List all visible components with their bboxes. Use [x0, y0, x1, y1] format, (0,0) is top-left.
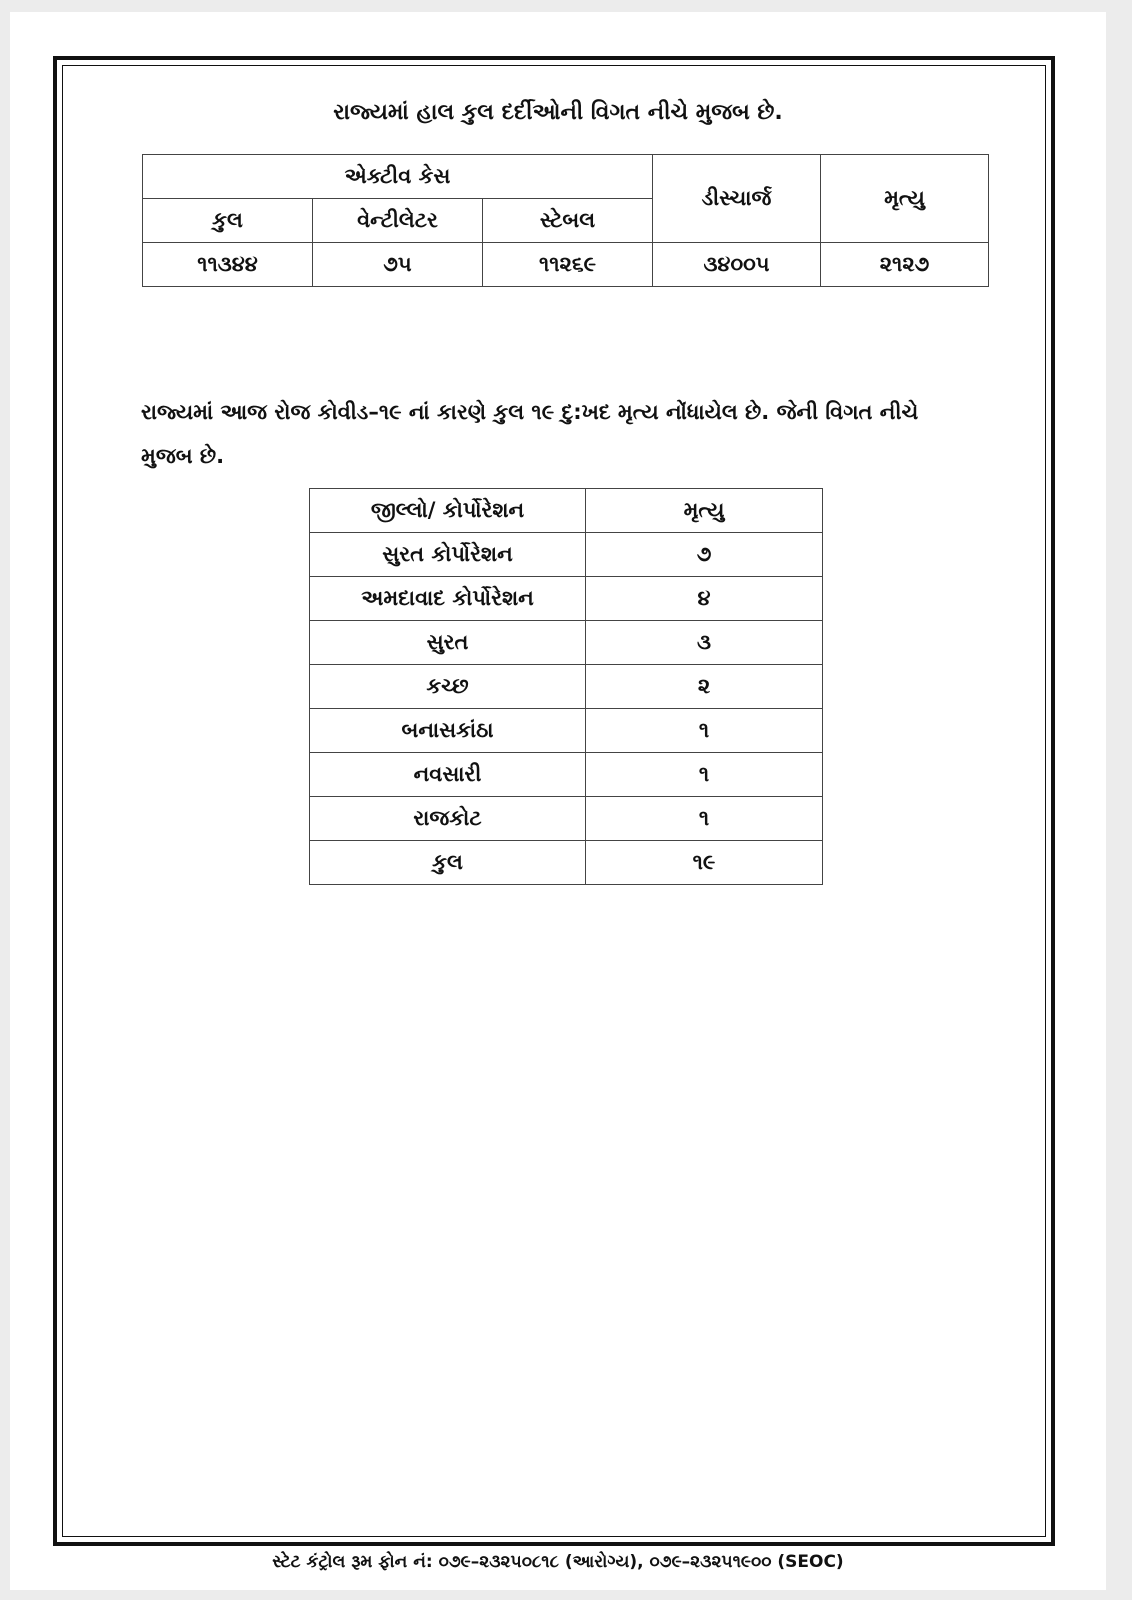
summary-heading: રાજ્યમાં હાલ કુલ દર્દીઓની વિગત નીચે મુજબ છે. [333, 100, 783, 125]
district-name: સુરત [310, 621, 586, 665]
death-header: મૃત્યુ [820, 155, 988, 243]
total-header: કુલ [143, 199, 313, 243]
table-row [143, 243, 989, 287]
active-cases-header: એક્ટીવ કેસ [143, 155, 653, 199]
discharge-value: ૩૪૦૦૫ [653, 243, 821, 287]
table-row [310, 665, 823, 709]
total-label: કુલ [310, 841, 586, 885]
total-value: ૧૧૩૪૪ [143, 243, 313, 287]
ventilator-header: વેન્ટીલેટર [313, 199, 483, 243]
district-deaths: ૩ [586, 621, 823, 665]
table-row [310, 533, 823, 577]
district-deaths-table [309, 488, 823, 885]
table-row [310, 797, 823, 841]
district-name: કચ્છ [310, 665, 586, 709]
district-deaths: ૨ [586, 665, 823, 709]
total-deaths: ૧૯ [586, 841, 823, 885]
discharge-header: ડીસ્ચાર્જ [653, 155, 821, 243]
table-row [310, 753, 823, 797]
table-row [310, 709, 823, 753]
stable-header: સ્ટેબલ [483, 199, 653, 243]
district-deaths: ૭ [586, 533, 823, 577]
ventilator-value: ૭૫ [313, 243, 483, 287]
district-name: સુરત કોર્પોરેશન [310, 533, 586, 577]
table-row [143, 155, 989, 199]
table-total-row [310, 841, 823, 885]
district-deaths: ૧ [586, 797, 823, 841]
stable-value: ૧૧૨૬૯ [483, 243, 653, 287]
district-name: રાજકોટ [310, 797, 586, 841]
death-value: ૨૧૨૭ [820, 243, 988, 287]
district-name: બનાસકાંઠા [310, 709, 586, 753]
patient-summary-table [142, 154, 989, 287]
district-deaths: ૧ [586, 709, 823, 753]
district-column-header: જીલ્લો/ કોર્પોરેશન [310, 489, 586, 533]
district-name: નવસારી [310, 753, 586, 797]
deaths-column-header: મૃત્યુ [586, 489, 823, 533]
table-header-row [310, 489, 823, 533]
footer-contact: સ્ટેટ કંટ્રોલ રૂમ ફોન નં: ૦૭૯–૨૩૨૫૦૮૧૮ (આરોગ્ય), ૦૭૯–૨૩૨૫૧૯૦૦ (SEOC) [272, 1552, 844, 1572]
table-row [310, 621, 823, 665]
district-deaths: ૧ [586, 753, 823, 797]
table-row [310, 577, 823, 621]
deaths-paragraph: રાજ્યમાં આજ રોજ કોવીડ–૧૯ નાં કારણે કુલ ૧૯ દુ:ખદ મૃત્ય નોંધાયેલ છે. જેની વિગત નીચે મુજબ છે. [141, 400, 919, 468]
document-page [10, 12, 1106, 1590]
district-deaths: ૪ [586, 577, 823, 621]
district-name: અમદાવાદ કોર્પોરેશન [310, 577, 586, 621]
